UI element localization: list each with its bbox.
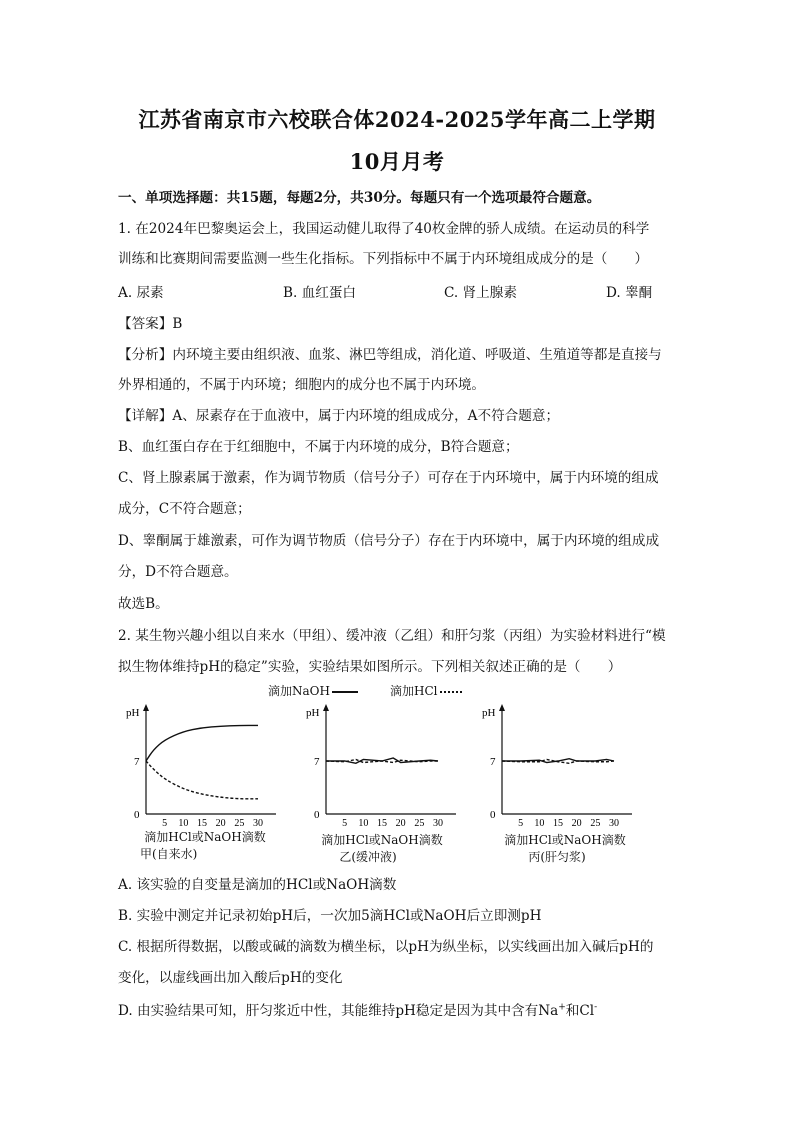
q2-option-c-line2: 变化，以虚线画出加入酸后pH的变化 [118,970,343,986]
q2-stem-line2: 拟生物体维持pH的稳定”实验，实验结果如图所示。下列相关叙述正确的是（ ） [118,659,622,675]
chart-jia [122,700,282,830]
chart-bing [478,700,638,830]
q1-detail-line5: D、睾酮属于雄激素，可作为调节物质（信号分子）存在于内环境中，属于内环境的组成成 [118,533,660,549]
q1-detail-line2: B、血红蛋白存在于红细胞中，不属于内环境的成分，B符合题意； [118,439,519,455]
doc-title-line1: 江苏省南京市六校联合体2024-2025学年高二上学期 [138,107,656,132]
y-axis-arrow [143,704,149,711]
y-tick-label: 0 [314,809,320,821]
q2-stem-line1: 2. 某生物兴趣小组以自来水（甲组）、缓冲液（乙组）和肝匀浆（丙组）为实验材料进行“模 [118,628,666,644]
series-hcl-line [146,761,258,799]
y-axis-label: pH [306,707,320,719]
section-heading: 一、单项选择题：共15题，每题2分，共30分。每题只有一个选项最符合题意。 [118,190,601,206]
q2-option-d-sup-minus: - [594,1002,598,1013]
x-tick-label: 15 [553,818,563,829]
x-tick-label: 20 [395,818,406,829]
y-tick-label: 0 [134,809,140,821]
y-tick-label: 7 [490,756,496,768]
q1-detail-line6: 分，D不符合题意。 [118,564,238,580]
y-axis-label: pH [482,707,496,719]
legend-solid-line [332,691,358,693]
q1-option-d: D. 睾酮 [606,285,653,301]
chart-jia-caption: 甲(自来水) [140,847,198,861]
q1-stem-line2: 训练和比赛期间需要监测一些生化指标。下列指标中不属于内环境组成成分的是（ ） [118,251,649,267]
q1-analysis-line2: 外界相通的，不属于内环境；细胞内的成分也不属于内环境。 [118,377,486,393]
x-tick-label: 30 [253,818,263,829]
q1-option-c: C. 肾上腺素 [444,285,517,301]
q1-detail-line1: 【详解】A、尿素存在于血液中，属于内环境的组成成分，A不符合题意； [118,408,560,424]
x-tick-label: 15 [197,818,207,829]
series-naoh-line [146,725,258,761]
legend-hcl [390,682,462,699]
x-tick-label: 5 [162,818,168,829]
q2-option-d-sup-plus: + [558,1002,566,1013]
x-tick-label: 20 [215,818,226,829]
q2-option-a: A. 该实验的自变量是滴加的HCl或NaOH滴数 [118,877,397,893]
x-tick-label: 10 [358,818,369,829]
legend-dotted-line [440,691,462,693]
chart-jia-svg [122,700,282,830]
x-tick-label: 10 [534,818,545,829]
q2-option-c-line1: C. 根据所得数据，以酸或碱的滴数为横坐标，以pH为纵坐标，以实线画出加入碱后pH的 [118,939,654,955]
q1-conclusion: 故选B。 [118,596,169,612]
x-tick-label: 25 [414,818,425,829]
x-tick-label: 5 [342,818,348,829]
q1-detail-line4: 成分，C不符合题意； [118,501,251,517]
y-axis-arrow [323,704,329,711]
legend-naoh [268,682,358,699]
chart-yi-svg [302,700,462,830]
x-tick-label: 30 [609,818,619,829]
q1-answer: 【答案】B [118,316,183,332]
chart-bing-svg [478,700,638,830]
q2-option-b: B. 实验中测定并记录初始pH后，一次加5滴HCl或NaOH后立即测pH [118,908,542,924]
q2-option-d-mid: 和Cl [565,1003,595,1019]
legend-naoh-label: 滴加NaOH [268,684,330,698]
q1-stem-line1: 1. 在2024年巴黎奥运会上，我国运动健儿取得了40枚金牌的骄人成绩。在运动员的科学 [118,221,650,237]
series-hcl-line [326,759,438,762]
doc-title-line2: 10月月考 [349,149,445,174]
chart-bing-caption: 丙(肝匀浆) [528,850,586,864]
x-tick-label: 30 [433,818,443,829]
q2-option-d [118,999,597,1019]
q1-analysis-line1: 【分析】内环境主要由组织液、血浆、淋巴等组成，消化道、呼吸道、生殖道等都是直接与 [118,347,662,363]
y-tick-label: 0 [490,809,496,821]
q2-option-d-text: D. 由实验结果可知，肝匀浆近中性，其能维持pH稳定是因为其中含有Na [118,1003,559,1019]
q1-detail-line3: C、肾上腺素属于激素，作为调节物质（信号分子）可存在于内环境中，属于内环境的组成 [118,470,659,486]
chart-jia-xlabel: 滴加HCl或NaOH滴数 [144,830,266,844]
chart-yi [302,700,462,830]
x-tick-label: 5 [518,818,524,829]
chart-yi-xlabel: 滴加HCl或NaOH滴数 [321,833,443,847]
x-tick-label: 25 [590,818,601,829]
x-tick-label: 20 [571,818,582,829]
x-tick-label: 10 [178,818,189,829]
q1-option-a: A. 尿素 [118,285,164,301]
y-tick-label: 7 [134,756,140,768]
y-axis-label: pH [126,707,140,719]
q1-option-b: B. 血红蛋白 [283,285,357,301]
chart-yi-caption: 乙(缓冲液) [339,850,397,864]
x-tick-label: 25 [234,818,245,829]
x-tick-label: 15 [377,818,387,829]
legend-hcl-label: 滴加HCl [390,684,438,698]
chart-bing-xlabel: 滴加HCl或NaOH滴数 [504,833,626,847]
y-axis-arrow [499,704,505,711]
y-tick-label: 7 [314,756,320,768]
